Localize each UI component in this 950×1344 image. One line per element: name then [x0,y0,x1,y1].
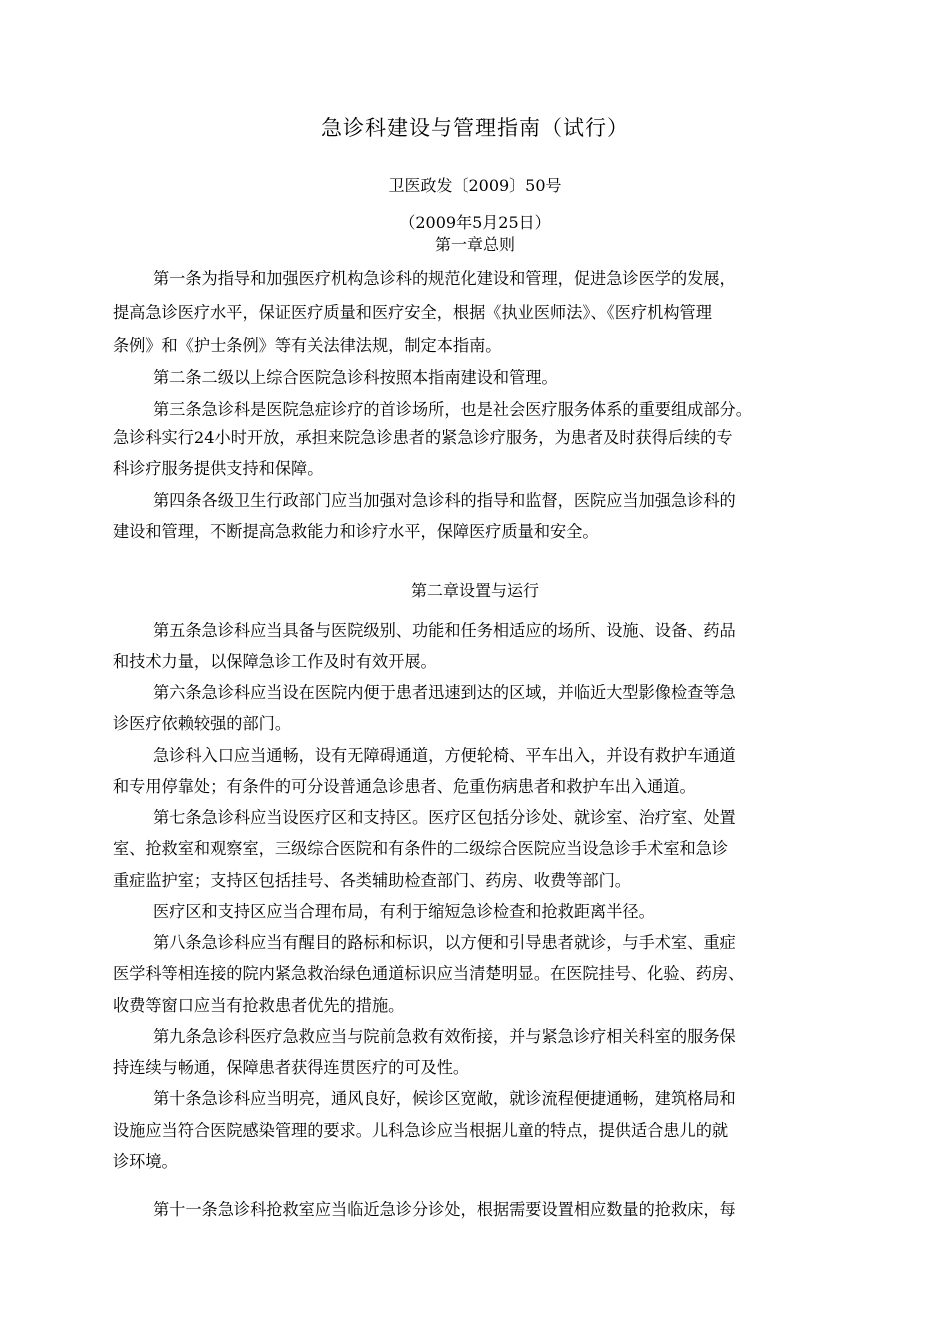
text-line: 重症监护室；支持区包括挂号、各类辅助检查部门、药房、收费等部门。 [113,871,631,890]
text-line: 科诊疗服务提供支持和保障。 [113,459,324,478]
document-date: （2009年5月25日） [399,213,551,232]
text-line: 急诊科入口应当通畅，设有无障碍通道，方便轮椅、平车出入，并设有救护车通道 [153,746,736,765]
chapter-heading: 第一章总则 [434,235,515,254]
text-line: 室、抢救室和观察室，三级综合医院和有条件的二级综合医院应当设急诊手术室和急诊 [113,839,729,858]
text-line: 医学科等相连接的院内紧急救治绿色通道标识应当清楚明显。在医院挂号、化验、药房、 [113,964,745,983]
text-line: 第九条急诊科医疗急救应当与院前急救有效衔接，并与紧急诊疗相关科室的服务保 [153,1027,736,1046]
text-line: 设施应当符合医院感染管理的要求。儿科急诊应当根据儿童的特点，提供适合患儿的就 [113,1121,729,1140]
text-line: 条例》和《护士条例》等有关法律法规，制定本指南。 [113,336,502,355]
text-line: 和专用停靠处；有条件的可分设普通急诊患者、危重伤病患者和救护车出入通道。 [113,777,696,796]
text-line: 诊医疗依赖较强的部门。 [113,714,292,733]
text-line: 和技术力量，以保障急诊工作及时有效开展。 [113,652,437,671]
text-line: 第十条急诊科应当明亮，通风良好，候诊区宽敞，就诊流程便捷通畅，建筑格局和 [153,1089,736,1108]
text-line: 建设和管理，不断提高急救能力和诊疗水平，保障医疗质量和安全。 [113,522,599,541]
text-line: 第三条急诊科是医院急症诊疗的首诊场所，也是社会医疗服务体系的重要组成部分。 [153,400,752,419]
text-line: 提高急诊医疗水平，保证医疗质量和医疗安全，根据《执业医师法》、《医疗机构管理 [113,303,712,322]
text-line: 医疗区和支持区应当合理布局，有利于缩短急诊检查和抢救距离半径。 [153,902,655,921]
text-line: 诊环境。 [113,1152,178,1171]
text-line: 第五条急诊科应当具备与医院级别、功能和任务相适应的场所、设施、设备、药品 [153,621,736,640]
document-title: 急诊科建设与管理指南（试行） [321,116,629,140]
text-line: 第二条二级以上综合医院急诊科按照本指南建设和管理。 [153,368,558,387]
text-line: 第四条各级卫生行政部门应当加强对急诊科的指导和监督，医院应当加强急诊科的 [153,491,736,510]
chapter-heading: 第二章设置与运行 [410,581,539,600]
text-line: 急诊科实行24小时开放，承担来院急诊患者的紧急诊疗服务，为患者及时获得后续的专 [113,428,733,447]
text-line: 第一条为指导和加强医疗机构急诊科的规范化建设和管理，促进急诊医学的发展， [153,269,736,288]
text-line: 第六条急诊科应当设在医院内便于患者迅速到达的区域，并临近大型影像检查等急 [153,683,736,702]
text-line: 第十一条急诊科抢救室应当临近急诊分诊处，根据需要设置相应数量的抢救床，每 [153,1200,736,1219]
text-line: 第七条急诊科应当设医疗区和支持区。医疗区包括分诊处、就诊室、治疗室、处置 [153,808,736,827]
text-line: 收费等窗口应当有抢救患者优先的措施。 [113,996,405,1015]
document-number: 卫医政发〔2009〕50号 [388,176,562,195]
text-line: 第八条急诊科应当有醒目的路标和标识，以方便和引导患者就诊，与手术室、重症 [153,933,736,952]
text-line: 持连续与畅通，保障患者获得连贯医疗的可及性。 [113,1058,470,1077]
